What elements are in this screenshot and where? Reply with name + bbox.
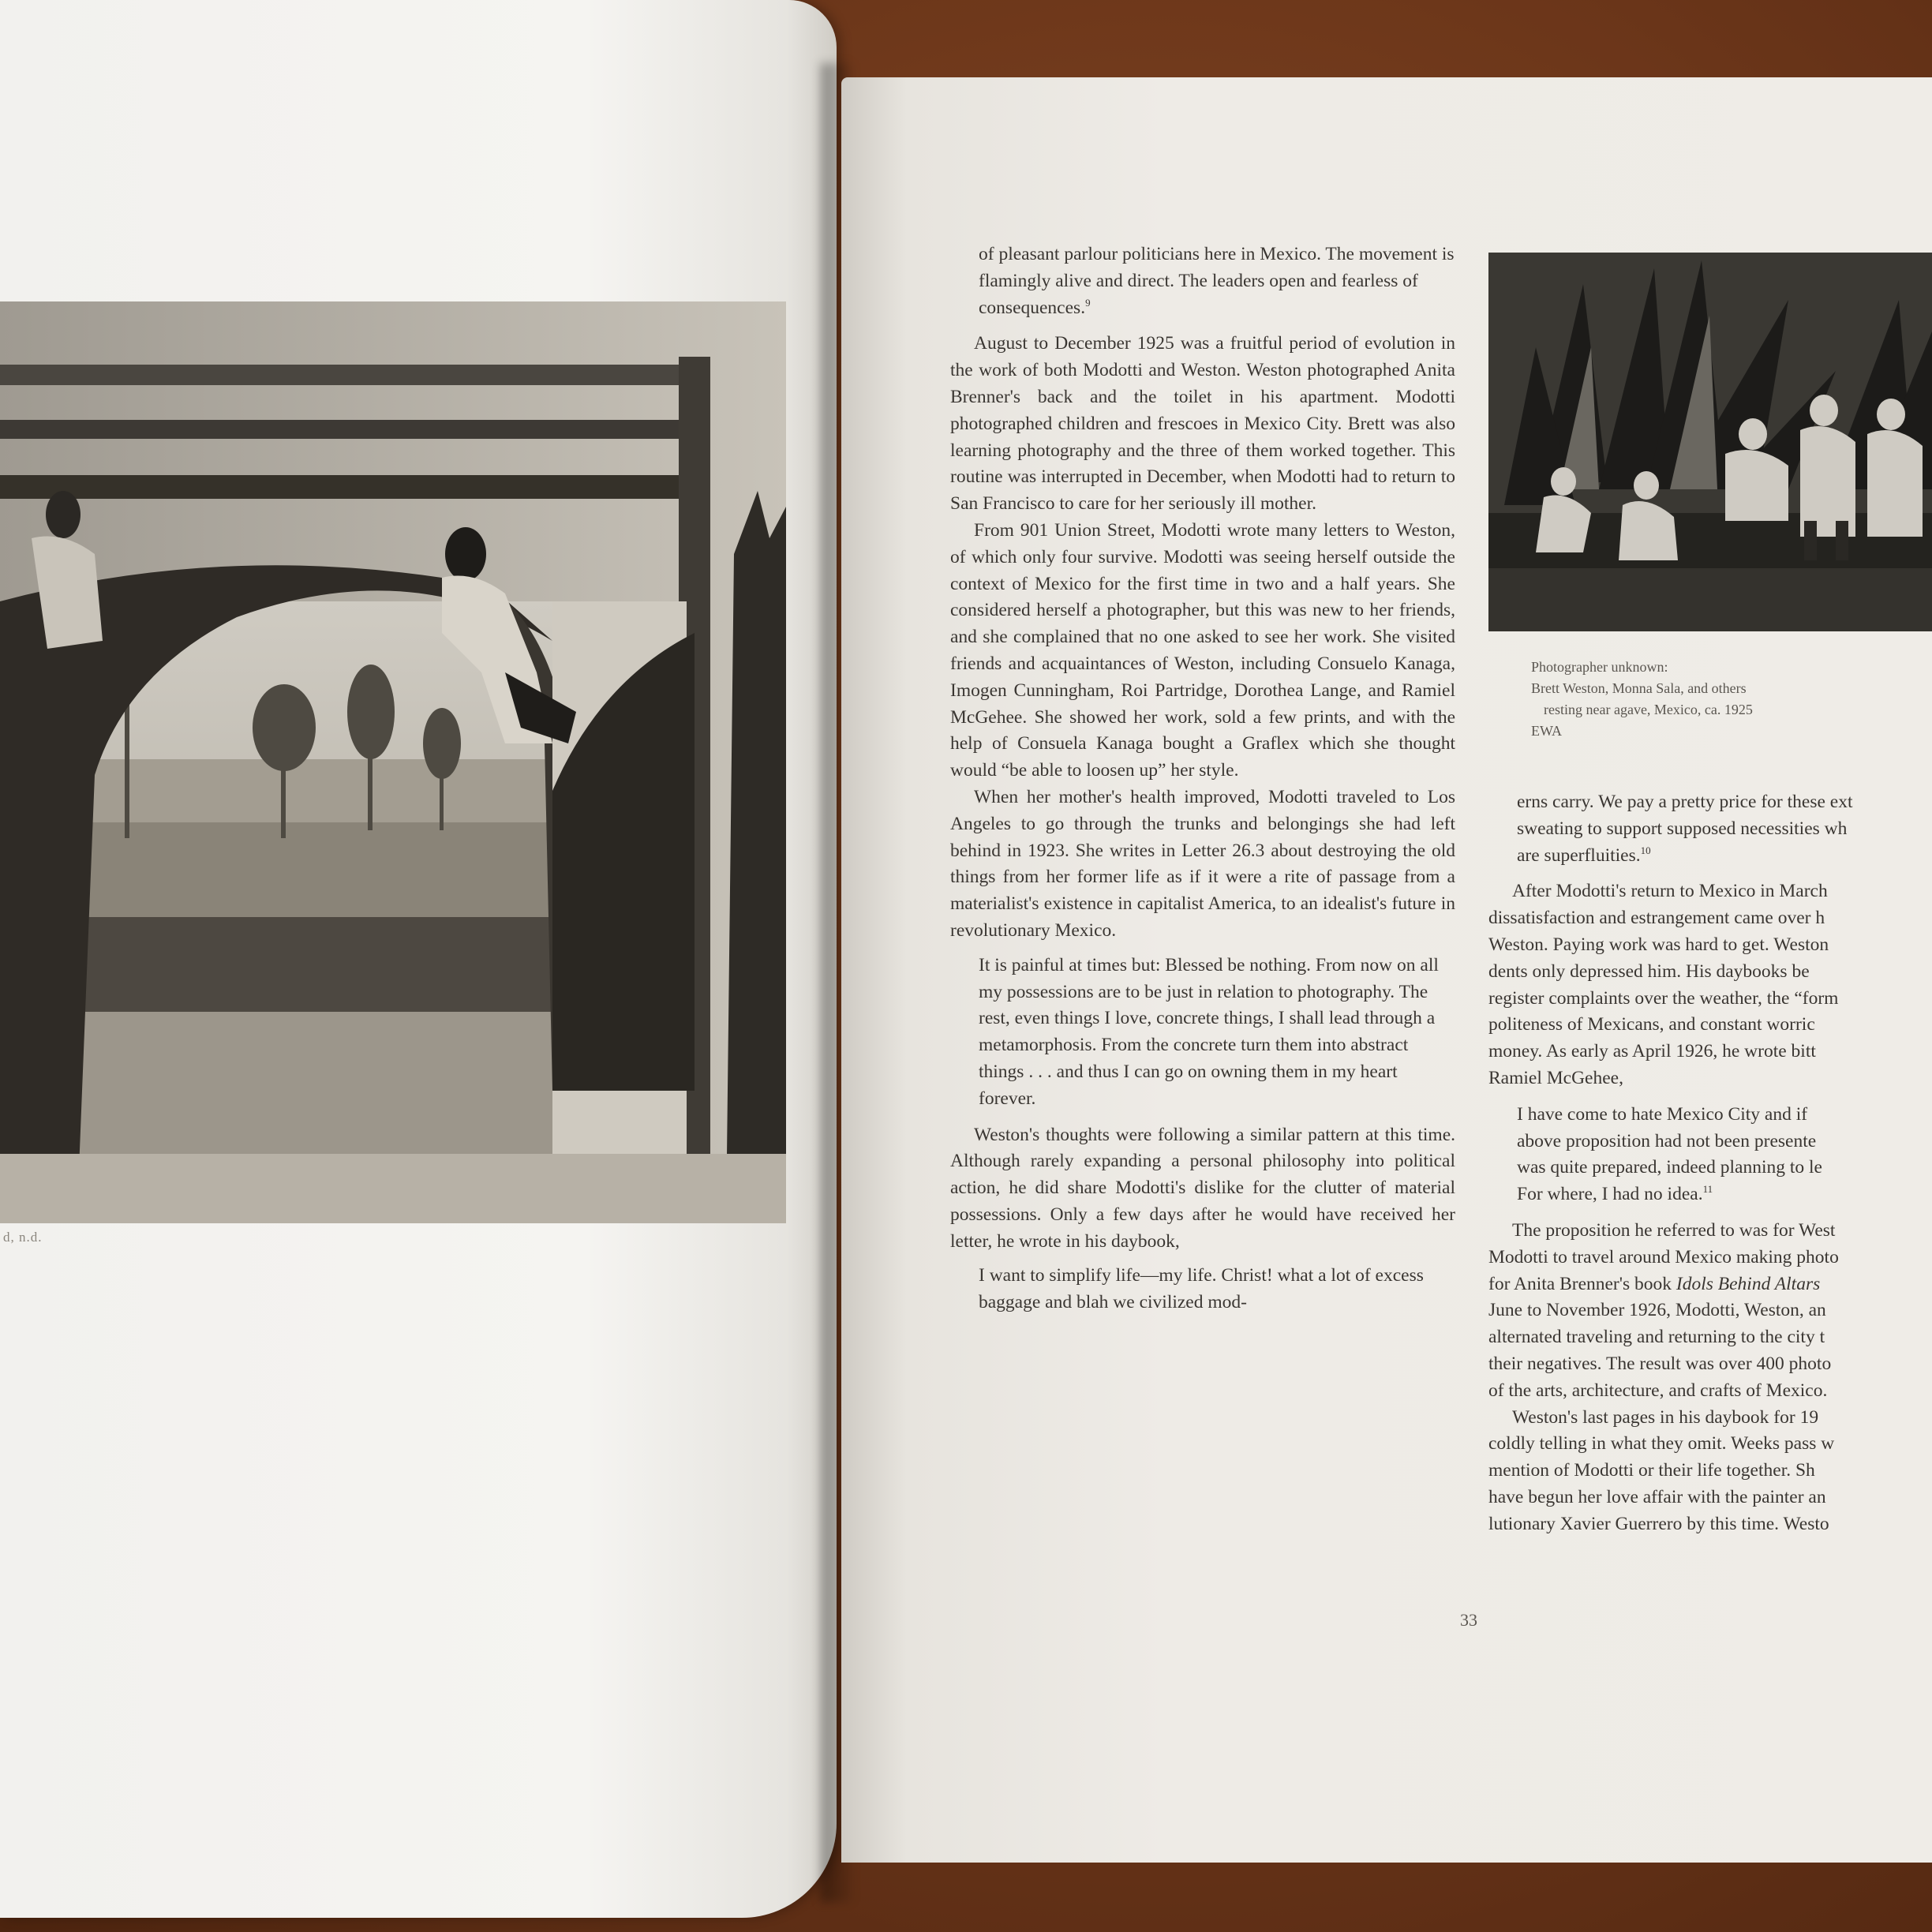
caption-collection: EWA: [1531, 723, 1562, 739]
text-line: For where, I had no idea.$^{11}$: [1517, 1183, 1713, 1205]
text-line: for Anita Brenner's book Idols Behind Altars: [1488, 1273, 1821, 1294]
text-line: above proposition had not been presente: [1517, 1130, 1817, 1151]
text-line: have begun her love affair with the painter an: [1488, 1486, 1826, 1507]
paragraph: When her mother's health improved, Modotti traveled to Los Angeles to go through the trunks and belongings she had left behind in 1923. She writes in Letter 26.3 about destroying the old things from her former life as if it were a rite of passage from a materialist's existence in capitalist America, to an idealist's future in revolutionary Mexico.: [950, 786, 1455, 941]
text-line: Weston's last pages in his daybook for 19: [1512, 1406, 1819, 1428]
caption-title: Brett Weston, Monna Sala, and others: [1531, 680, 1747, 696]
text-line: mention of Modotti or their life together. Sh: [1488, 1460, 1815, 1481]
text-line: Modotti to travel around Mexico making photo: [1488, 1246, 1839, 1267]
footnote-marker: 10: [1640, 844, 1651, 856]
paragraph: Weston's thoughts were following a similar pattern at this time. Although rarely expanding a personal philosophy into political action, he did share Modotti's dislike for the clutter of material possessions. Only a few days after he would have received her letter, he wrote in his daybook,: [950, 1124, 1455, 1252]
agave-photograph: [1488, 253, 1932, 631]
text-line: sweating to support supposed necessities wh: [1517, 818, 1848, 839]
text-line: dents only depressed him. His daybooks be: [1488, 960, 1810, 982]
caption-title-cont: resting near agave, Mexico, ca. 1925: [1544, 702, 1753, 717]
text-line: politeness of Mexicans, and constant worric: [1488, 1014, 1815, 1035]
text-line: are superfluities.$^{10}$: [1517, 844, 1651, 866]
left-page: [0, 0, 837, 1918]
block-quote-top: of pleasant parlour politicians here in Mexico. The movement is flamingly alive and direct. The leaders open and fearless of consequences.$^9$: [979, 244, 1455, 318]
text-line: Weston. Paying work was hard to get. Weston: [1488, 934, 1829, 955]
text-line: money. As early as April 1926, he wrote bitt: [1488, 1041, 1816, 1062]
text-line: register complaints over the weather, the “form: [1488, 987, 1839, 1009]
footnote-marker: 11: [1702, 1183, 1713, 1196]
block-quote-middle: It is painful at times but: Blessed be nothing. From now on all my possessions are to be just in relation to photography. The rest, even things I love, concrete things, I shall lead through a metamorphosis. From the concrete turn them into abstract things . . . and thus I can go on owning them in my heart forever.: [979, 954, 1439, 1109]
footnote-marker: 9: [1085, 296, 1091, 309]
text-line: of the arts, architecture, and crafts of Mexico.: [1488, 1380, 1828, 1401]
text-line: their negatives. The result was over 400 photo: [1488, 1353, 1832, 1374]
left-photo-caption: d, n.d.: [3, 1230, 43, 1245]
paragraph: From 901 Union Street, Modotti wrote many letters to Weston, of which only four survive. Modotti was seeing herself outside the context of Mexico for the first time in two and a half years. She considered herself a photographer, but this was new to her friends, and she complained that no one asked to see her work. She visited friends and acquaintances of Weston, including Consuelo Kanaga, Imogen Cunningham, Roi Partridge, Dorothea Lange, and Ramiel McGehee. She showed her work, sold a few prints, and with the help of Consuela Kanaga bought a Graflex which she thought would “be able to loosen up” her style.: [950, 519, 1455, 781]
photo-caption: [1531, 657, 1878, 742]
text-column-right: [1488, 789, 1932, 1538]
text-line: erns carry. We pay a pretty price for these ext: [1517, 792, 1853, 812]
text-line: alternated traveling and returning to the city t: [1488, 1327, 1825, 1348]
block-quote-bottom: I want to simplify life—my life. Christ! what a lot of excess baggage and blah we civilized mod-: [979, 1265, 1424, 1313]
paragraph: August to December 1925 was a fruitful period of evolution in the work of both Modotti and Weston. Weston photographed Anita Brenner's back and the toilet in his apartment. Modotti photographed children and frescoes in Mexico City. Brett was also learning photography and the three of them worked together. This routine was interrupted in December, when Modotti had to return to San Francisco to care for her seriously ill mother.: [950, 333, 1455, 515]
text-line: lutionary Xavier Guerrero by this time. Westo: [1488, 1513, 1829, 1534]
text-line: June to November 1926, Modotti, Weston, an: [1488, 1300, 1826, 1321]
left-photograph: [0, 301, 786, 1223]
text-line: coldly telling in what they omit. Weeks pass w: [1488, 1433, 1835, 1455]
text-line: Ramiel McGehee,: [1488, 1067, 1623, 1088]
text-line: was quite prepared, indeed planning to le: [1517, 1157, 1822, 1178]
text-column-left: [950, 242, 1455, 1326]
text-line: The proposition he referred to was for West: [1512, 1219, 1836, 1241]
page-number: 33: [1460, 1610, 1477, 1630]
text-line: After Modotti's return to Mexico in March: [1512, 881, 1828, 902]
text-line: dissatisfaction and estrangement came over h: [1488, 908, 1825, 929]
caption-credit: Photographer unknown:: [1531, 659, 1668, 675]
text-line: I have come to hate Mexico City and if: [1517, 1103, 1808, 1125]
book-title: Idols Behind Altars: [1676, 1273, 1821, 1294]
